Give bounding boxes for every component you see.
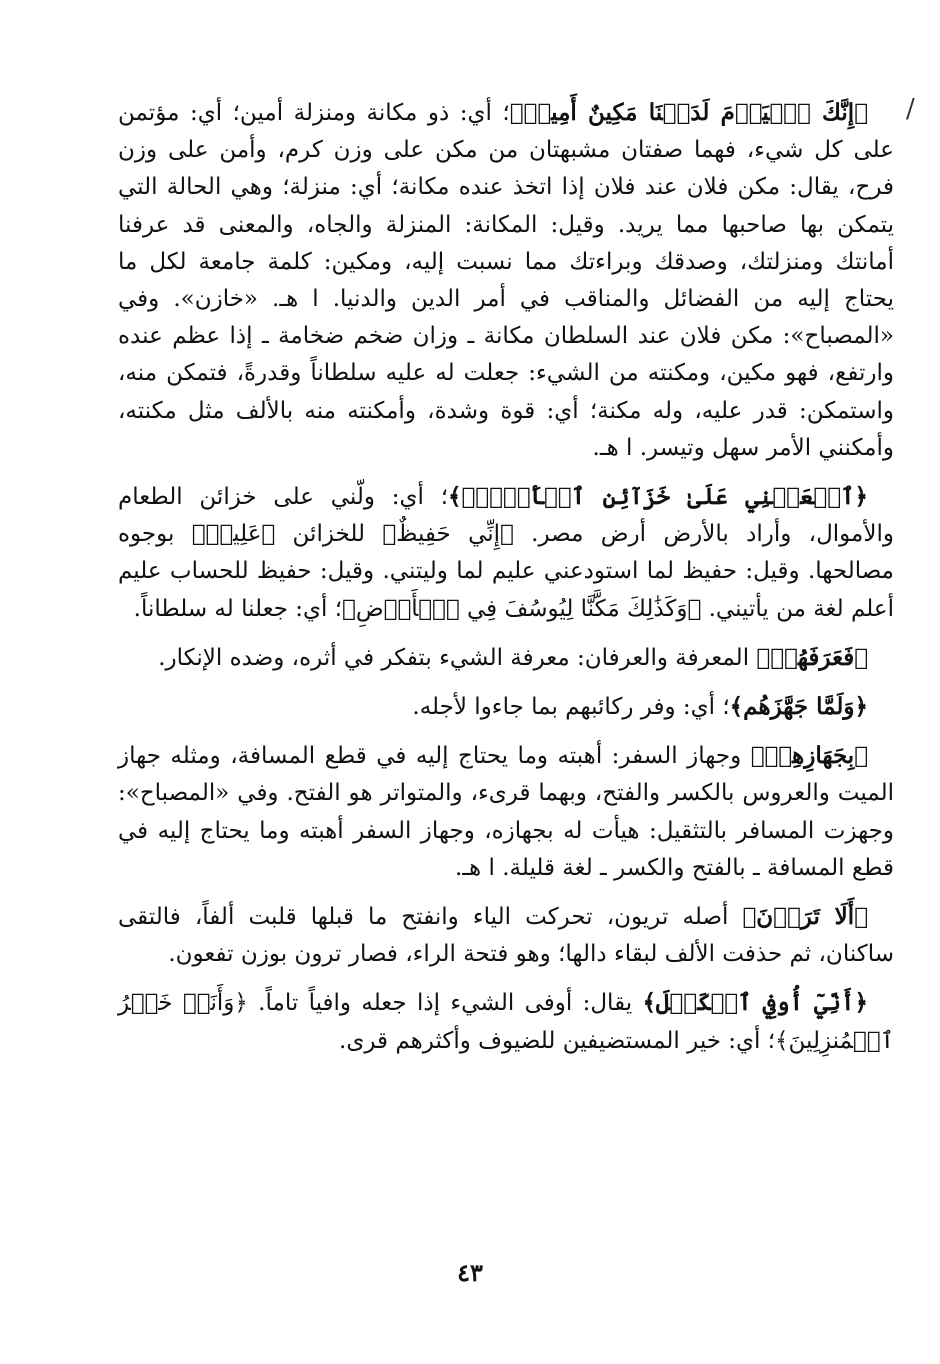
quran-verse: ﴿ٱجۡعَلۡنِي عَلَىٰ خَزَآئِنِ ٱلۡأَرۡضِۖ﴾ xyxy=(448,483,868,511)
paragraph-text: ؛ أي: ولّني على خزائن الطعام والأموال، وأراد بالأرض أرض مصر. ﴿إِنِّي حَفِيظٌ﴾ للخزائن ﴿عَلِيمٞ﴾ بوجوه مصالحها. وقيل: حفيظ لما استودعني عليم لما وليتني. وقيل: حفيظ للحساب عليم أعلم لغة من يأتيني. ﴿وَكَذَٰلِكَ مَكَّنَّا لِيُوسُفَ فِي ٱلۡأَرۡضِ﴾؛ أي: جعلنا له سلطاناً. xyxy=(118,484,894,622)
paragraph-text: يقال: أوفى الشيء إذا جعله وافياً تاماً. ﴿وَأَنَا۠ خَيۡرُ ٱلۡمُنزِلِينَ﴾؛ أي: خير المستضيفين للضيوف وأكثرهم قرى. xyxy=(118,990,894,1054)
quran-verse: ﴿أَنِّيٓ أُوفِي ٱلۡكَيۡلَ﴾ xyxy=(642,989,868,1017)
paragraph-text: وجهاز السفر: أهبته وما يحتاج إليه في قطع المسافة، ومثله جهاز الميت والعروس بالكسر والفتح، وبهما قرىء، والمتواتر هو الفتح. وفي «المصباح»: وجهزت المسافر بالتثقيل: هيأت له بجهازه، وجهاز السفر أهبته وما يحتاج إليه في قطع المسافة ـ بالفتح والكسر ـ لغة قليلة. ا هـ. xyxy=(118,743,894,881)
paragraph-makin-amin xyxy=(118,94,894,467)
paragraph-ijalni xyxy=(118,478,894,628)
commentary-text xyxy=(118,94,894,1071)
paragraph-text: ؛ أي: وفر ركائبهم بما جاءوا لأجله. xyxy=(412,694,730,721)
quran-verse: ﴿إِنَّكَ ٱلۡيَوۡمَ لَدَيۡنَا مَكِينٌ أَمِينٞ﴾ xyxy=(509,99,868,126)
paragraph-ala-tarawna xyxy=(118,898,894,973)
paragraph-text: أصله تريون، تحركت الياء وانفتح ما قبلها قلبت ألفاً، فالتقى ساكنان، ثم حذفت الألف لبقاء دالها؛ وهو فتحة الراء، فصار ترون بوزن تفعون. xyxy=(118,904,894,968)
paragraph-text: المعرفة والعرفان: معرفة الشيء بتفكر في أثره، وضده الإنكار. xyxy=(158,644,757,671)
page-number: ٤٣ xyxy=(457,1258,483,1287)
quran-verse: ﴿بِجَهَازِهِمۡ﴾ xyxy=(750,742,868,770)
paragraph-text: ؛ أي: ذو مكانة ومنزلة أمين؛ أي: مؤتمن على كل شيء، فهما صفتان مشبهتان من مكن على وزن كرم، وأمن على وزن فرح، يقال: مكن فلان عند فلان إذا اتخذ عنده مكانة؛ أي: منزلة؛ وهي الحالة التي يتمكن بها صاحبها مما يريد. وقيل: المكانة: المنزلة والجاه، والمعنى قد عرفنا أمانتك ومنزلتك، وصدقك وبراءتك مما نسبت إليه، ومكين: كلمة جامعة لكل ما يحتاج إليه من الفضائل والمناقب في أمر الدين والدنيا. ا هـ. «خازن». وفي «المصباح»: مكن فلان عند السلطان مكانة ـ وزان ضخم ضخامة ـ إذا عظم عنده وارتفع، فهو مكين، ومكنته من الشيء: جعلت له عليه سلطاناً وقدرةً، فتمكن منه، واستمكن: قدر عليه، وله مكنة؛ أي: قوة وشدة، وأمكنته منه بالألف مثل مكنته، وأمكنني الأمر سهل وتيسر. ا هـ. xyxy=(118,100,894,461)
paragraph-ufi-alkayl xyxy=(118,984,894,1059)
quran-verse: ﴿وَلَمَّا جَهَّزَهُم﴾ xyxy=(729,693,868,721)
paragraph-bijahazihim xyxy=(118,737,894,887)
margin-mark: / xyxy=(906,94,915,124)
quran-verse: ﴿فَعَرَفَهُمۡ﴾ xyxy=(756,643,868,671)
quran-verse: ﴿أَلَا تَرَوۡنَ﴾ xyxy=(742,903,868,931)
paragraph-jahhazahum xyxy=(118,688,894,726)
paragraph-faarafahum xyxy=(118,639,894,677)
